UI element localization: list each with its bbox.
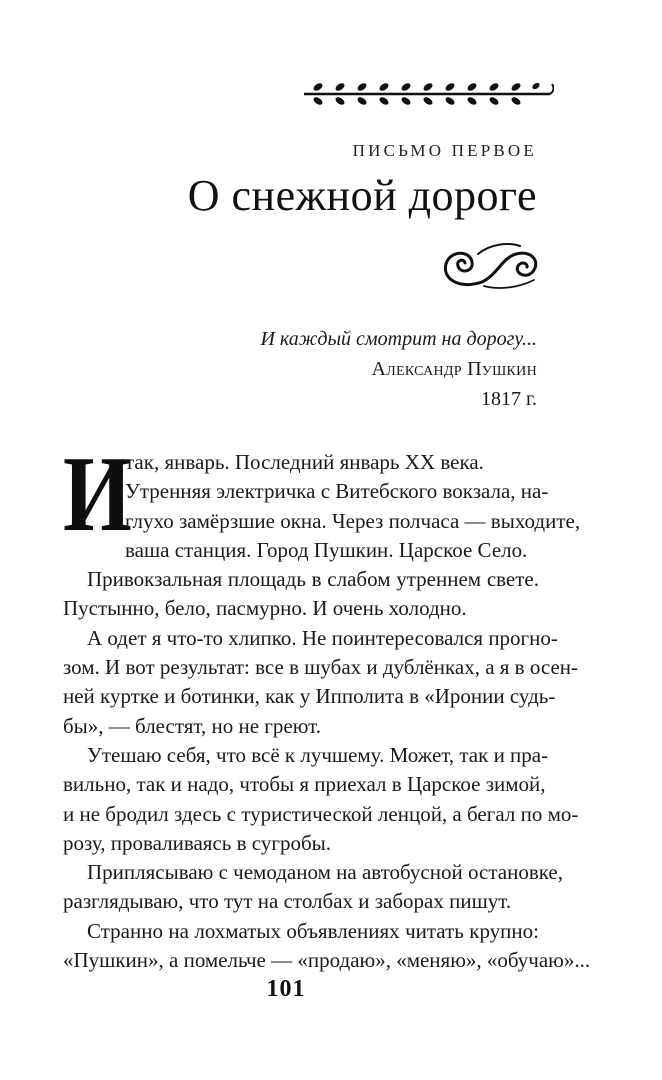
body-text <box>63 435 591 975</box>
letter-label: ПИСЬМО ПЕРВОЕ <box>352 141 537 160</box>
chapter-title: О снежной дороге <box>187 171 537 220</box>
text-line: А одет я что-то хлипко. Не поинтересовался прогно- <box>87 625 558 650</box>
text-line: Приплясываю с чемоданом на автобусной остановке, <box>87 860 563 885</box>
epigraph-author: Александр Пушкин <box>371 358 537 380</box>
text-line: «Пушкин», а помельче — «продаю», «меняю», «обучаю»... <box>63 948 591 973</box>
text-line: ней куртке и ботинки, как у Ипполита в «Иронии судь- <box>63 684 556 709</box>
swirl-ornament-icon <box>438 240 542 292</box>
text-line: Привокзальная площадь в слабом утреннем свете. <box>87 567 539 592</box>
epigraph-quote: И каждый смотрит на дорогу... <box>260 328 537 350</box>
page-number: 101 <box>266 976 306 1002</box>
text-line: бы», — блестят, но не греют. <box>63 713 321 738</box>
epigraph <box>260 324 537 414</box>
text-line: Пустынно, бело, пасмурно. И очень холодно. <box>63 596 467 621</box>
text-line: разглядываю, что тут на столбах и заборах пишут. <box>63 889 512 914</box>
text-line: Странно на лохматых объявлениях читать крупно: <box>87 918 539 943</box>
text-line: ваша станция. Город Пушкин. Царское Село. <box>125 537 528 562</box>
epigraph-year: 1817 г. <box>481 388 537 410</box>
text-line: так, январь. Последний январь XX века. <box>125 450 484 474</box>
text-line: глухо замёрзшие окна. Через полчаса — выходите, <box>125 508 581 533</box>
text-line: и не бродил здесь с туристической ленцой, а бегал по мо- <box>63 801 579 826</box>
drop-cap: И <box>63 435 132 554</box>
text-line: розу, проваливаясь в сугробы. <box>63 830 331 855</box>
text-line: зом. И вот результат: все в шубах и дублёнках, а я в осен- <box>63 655 578 680</box>
text-line: вильно, так и надо, чтобы я приехал в Царское зимой, <box>63 772 546 797</box>
text-line: Утренняя электричка с Витебского вокзала, на- <box>125 479 549 504</box>
vine-ornament-icon <box>300 74 554 106</box>
text-line: Утешаю себя, что всё к лучшему. Может, так и пра- <box>87 742 549 767</box>
